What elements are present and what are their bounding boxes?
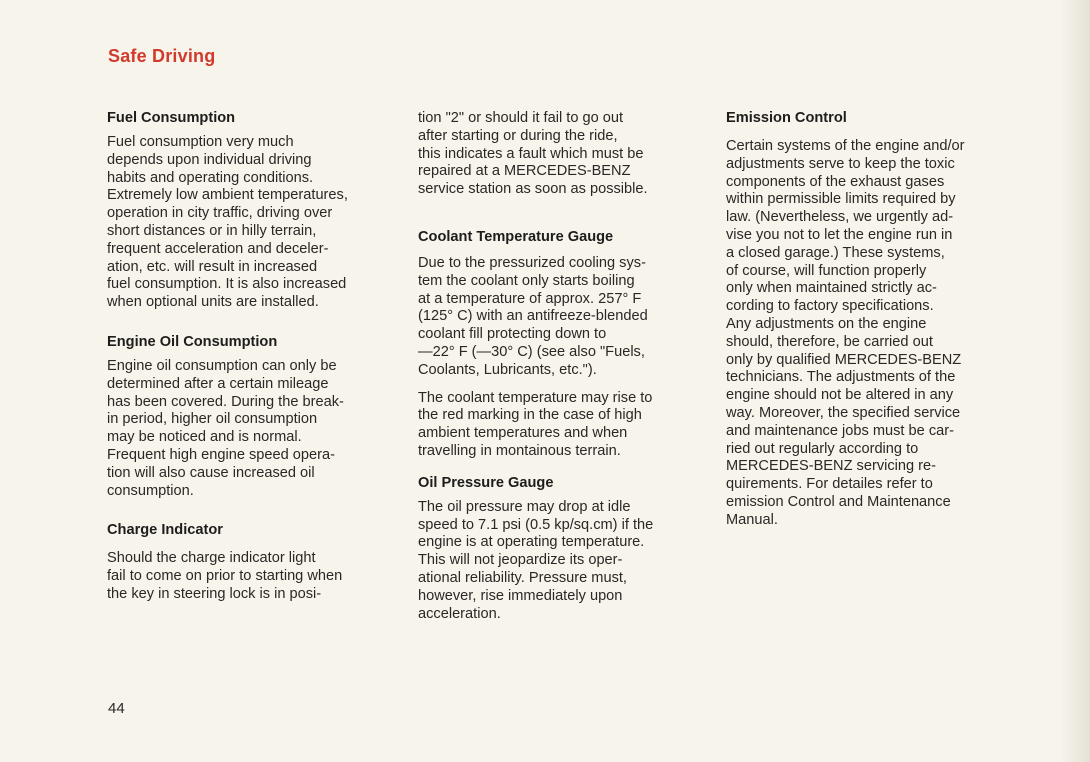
charge-indicator-continued-text: tion "2" or should it fail to go out after starting or during the ride, this indicates a fault which must be repaired at a MERCEDES-BENZ service station as soon as possible. [418, 110, 648, 198]
charge-indicator-heading: Charge Indicator [107, 522, 223, 539]
page-edge-shadow [1060, 0, 1090, 762]
coolant-temperature-heading: Coolant Temperature Gauge [418, 228, 614, 245]
emission-control-heading: Emission Control [726, 110, 847, 126]
emission-control-text: Certain systems of the engine and/or adjustments serve to keep the toxic components of the exhaust gases within permissible limits required by law. (Nevertheless, we urgently ad- vise you not to let the engine run in a closed garage.) These systems, of course, will function properly only when maintained strictly ac- cording to factory specifications. Any adjustments on the engine should, therefore, be carried out only by qualified MERCEDES-BENZ technicians. The adjustments of the engine should not be altered in any way. Moreover, the specified service and maintenance jobs must be car- ried out regularly according to MERCEDES-BENZ servicing re- quirements. For detailes refer to emission Control and Maintenance Manual. [726, 138, 965, 528]
column-right [726, 110, 1016, 530]
oil-pressure-text: The oil pressure may drop at idle speed to 7.1 psi (0.5 kp/sq.cm) if the engine is at operating temperature. This will not jeopardize its oper- ational reliability. Pressure must, however, rise immediately upon acceleration. [418, 498, 654, 622]
column-left [107, 110, 397, 604]
engine-oil-heading: Engine Oil Consumption [107, 333, 278, 350]
fuel-consumption-text: Fuel consumption very much depends upon individual driving habits and operating conditions. Extremely low ambient temperatures, operation in city traffic, driving over short distances or in hilly terrain, frequent acceleration and deceler- ation, etc. will result in increased fuel consumption. It is also increased when optional units are installed. [107, 134, 348, 311]
oil-pressure-heading: Oil Pressure Gauge [418, 474, 554, 491]
charge-indicator-text: Should the charge indicator light fail to come on prior to starting when the key in steering lock is in posi- [107, 550, 343, 602]
coolant-temperature-text-2: The coolant temperature may rise to the red marking in the case of high ambient temperatures and when travelling in montainous terrain. [418, 389, 653, 459]
fuel-consumption-heading: Fuel Consumption [107, 110, 236, 126]
column-middle [418, 110, 708, 623]
page-number: 44 [108, 700, 125, 717]
coolant-temperature-text-1: Due to the pressurized cooling sys- tem the coolant only starts boiling at a temperature of approx. 257° F (125° C) with an antifreeze-blended coolant fill protecting down to —22° F (—30° C) (see also "Fuels, Coolants, Lubricants, etc."). [418, 254, 648, 378]
engine-oil-text: Engine oil consumption can only be determined after a certain mileage has been covered. During the break- in period, higher oil consumption may be noticed and is normal. Frequent high engine speed opera- tion will also cause increased oil consumption. [107, 357, 344, 499]
section-title: Safe Driving [108, 46, 216, 66]
